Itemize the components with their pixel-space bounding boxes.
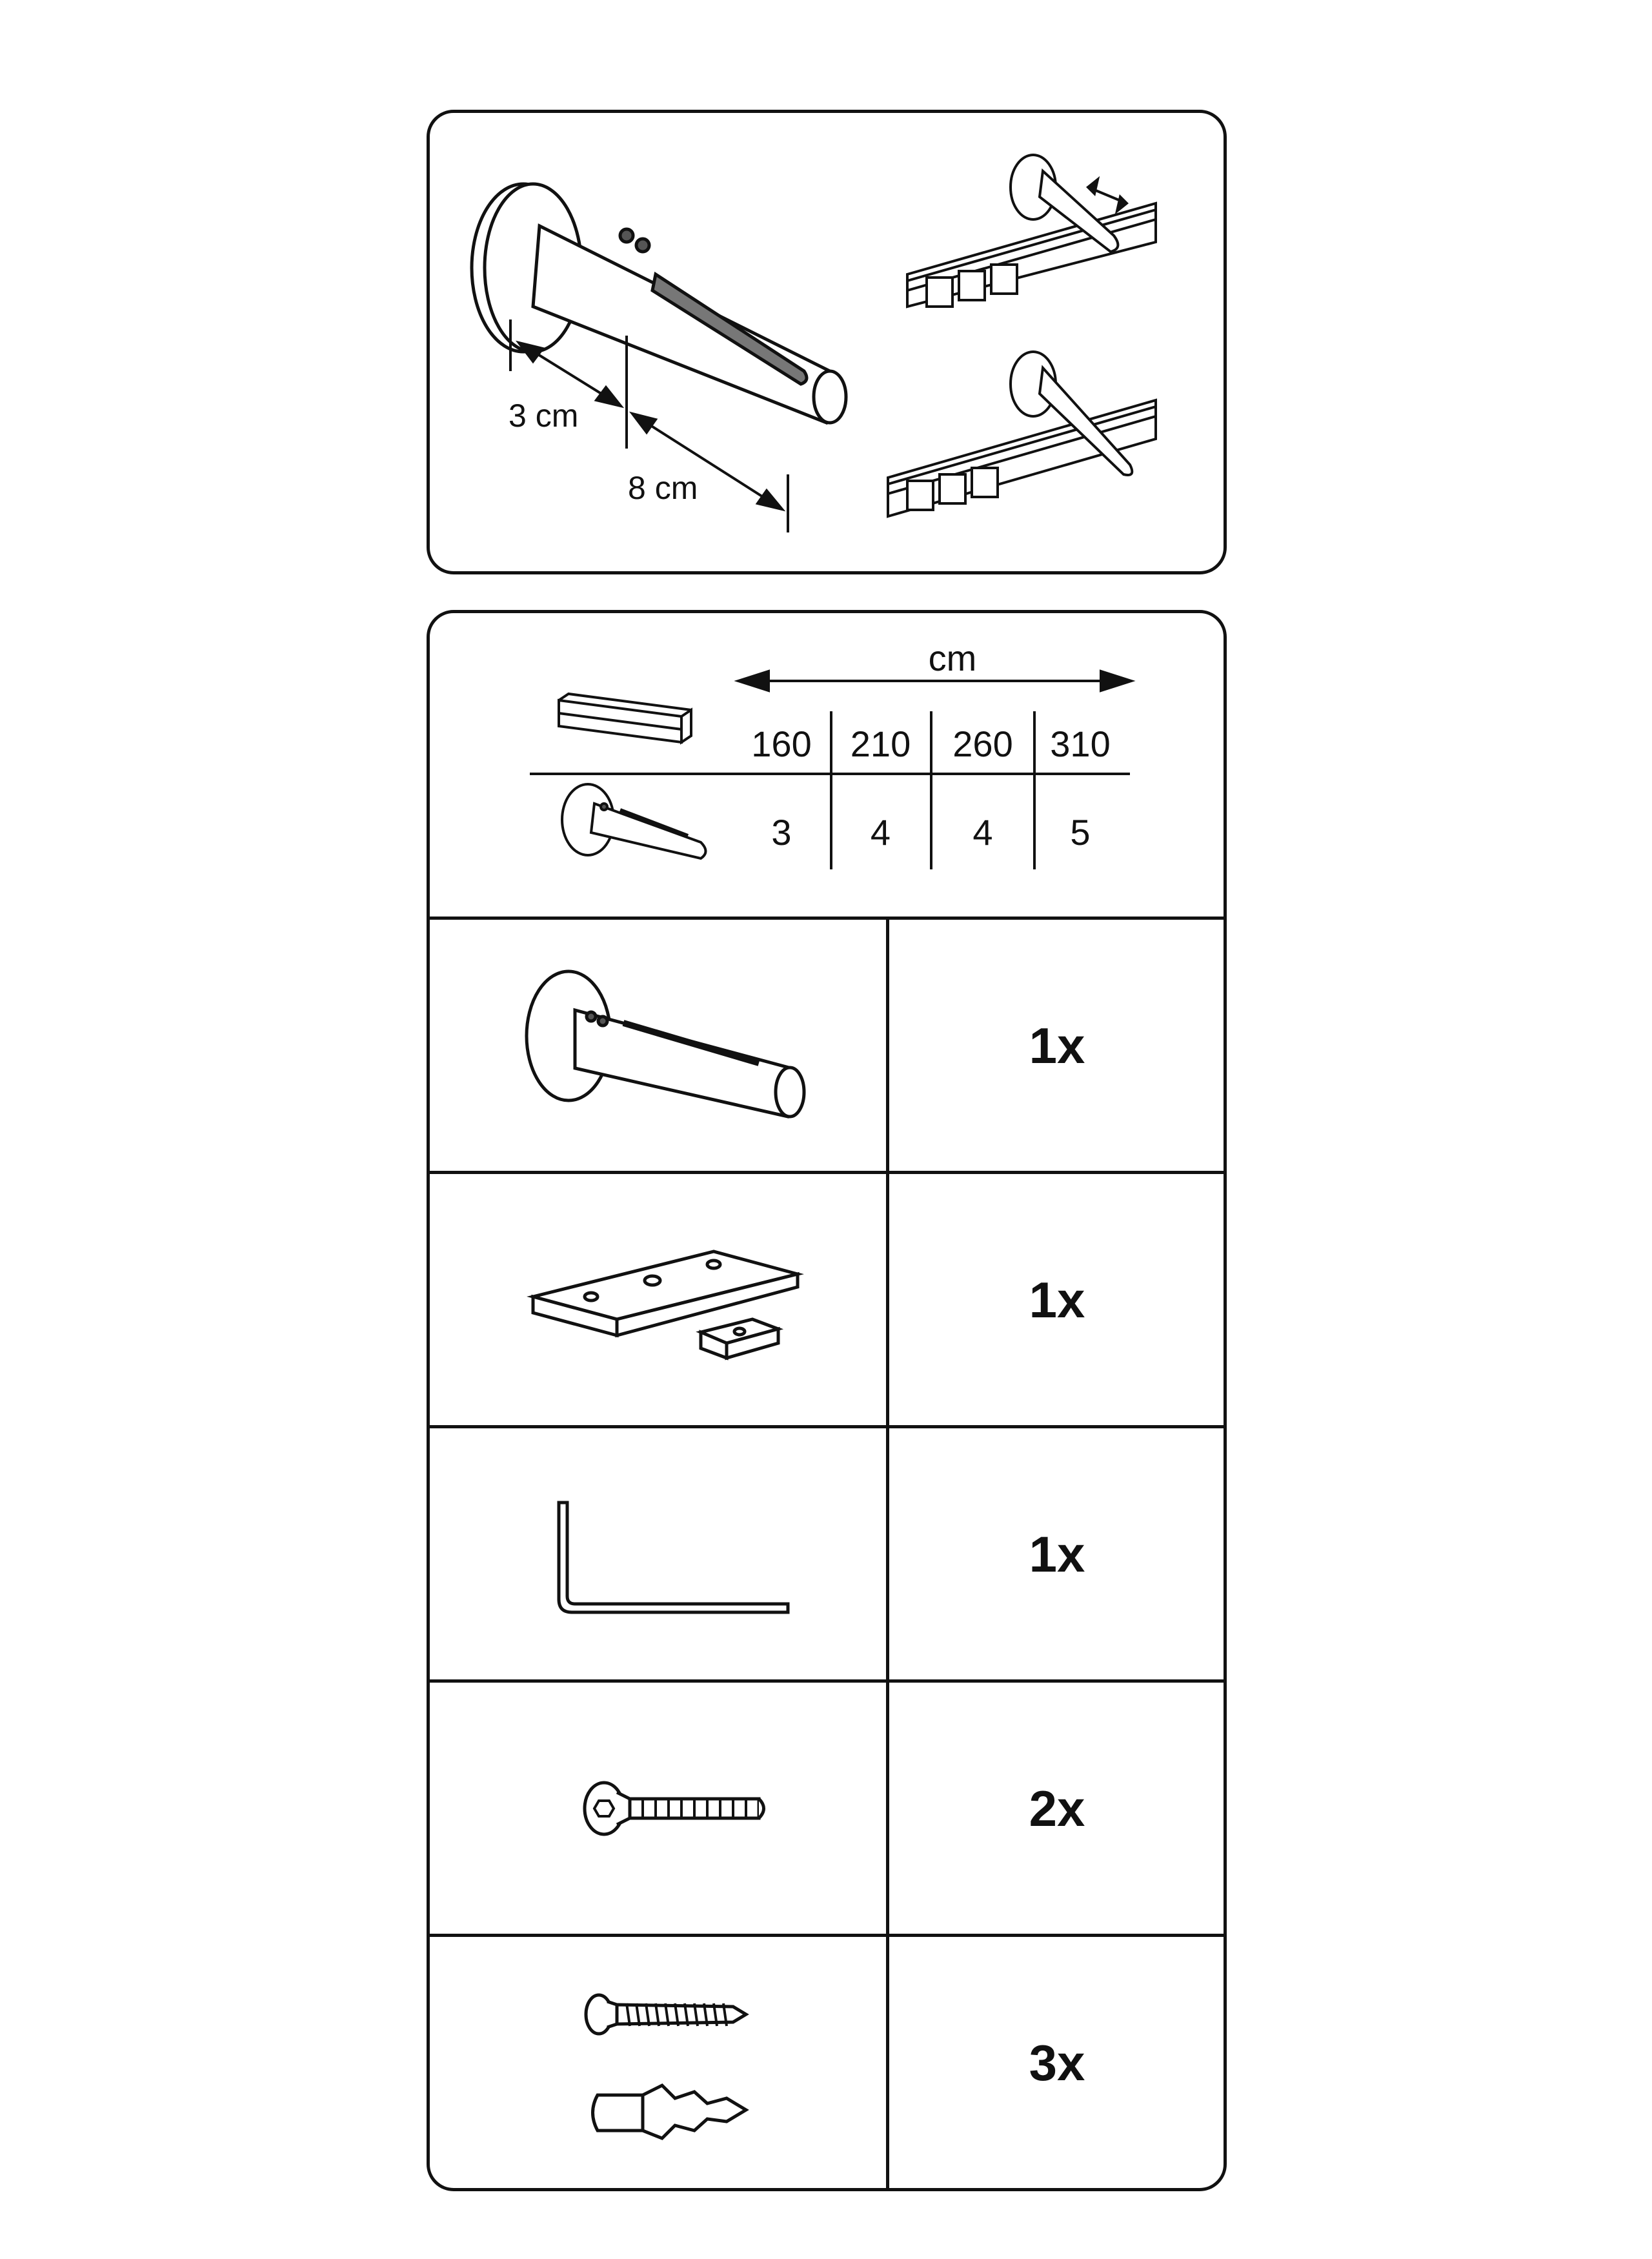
count-160: 3 bbox=[771, 812, 792, 853]
bracket-dimensions-panel bbox=[427, 110, 1227, 574]
small-bracket-icon bbox=[562, 784, 706, 858]
count-310: 5 bbox=[1070, 812, 1091, 853]
bracket-on-rail-sliding-icon bbox=[907, 155, 1156, 307]
count-260: 4 bbox=[972, 812, 993, 853]
countersunk-screw-icon bbox=[585, 1783, 764, 1834]
allen-key-icon bbox=[559, 1503, 788, 1612]
bracket-icon bbox=[527, 971, 804, 1117]
length-310: 310 bbox=[1050, 724, 1111, 764]
length-210: 210 bbox=[850, 724, 911, 764]
bracket-on-rail-fixed-icon bbox=[888, 352, 1156, 516]
parts-table-panel bbox=[427, 610, 1227, 2191]
screw-and-wall-plug-icon bbox=[586, 1995, 746, 2138]
quantity-bracket: 1x bbox=[1029, 1017, 1085, 1074]
unit-label: cm bbox=[928, 638, 977, 678]
quantity-allen-key: 1x bbox=[1029, 1526, 1085, 1583]
rail-profile-icon bbox=[559, 694, 691, 742]
length-260: 260 bbox=[952, 724, 1013, 764]
quantity-mounting-plate: 1x bbox=[1029, 1271, 1085, 1328]
quantity-countersunk-screw: 2x bbox=[1029, 1780, 1085, 1837]
mounting-plate-icon bbox=[533, 1251, 798, 1358]
bracket-dimension-illustration-icon bbox=[472, 184, 846, 423]
depth-dimension-label: 3 cm bbox=[509, 398, 579, 434]
quantity-screw-and-wall-plug: 3x bbox=[1029, 2034, 1085, 2091]
count-210: 4 bbox=[870, 812, 891, 853]
length-dimension-label: 8 cm bbox=[628, 470, 698, 506]
length-160: 160 bbox=[751, 724, 812, 764]
